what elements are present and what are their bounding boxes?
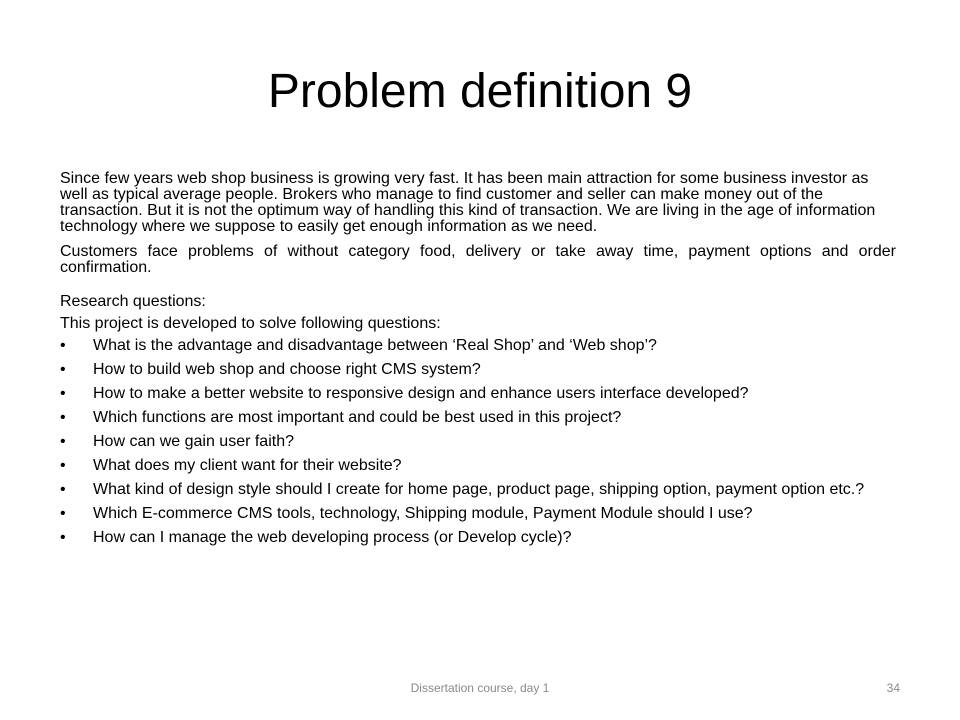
question-text: What kind of design style should I create for home page, product page, shipping option, payment option etc.?	[93, 481, 865, 498]
question-text: What does my client want for their website?	[93, 457, 402, 474]
research-heading: Research questions:	[60, 293, 206, 310]
bullet-icon: •	[60, 457, 66, 474]
list-item	[60, 530, 896, 546]
bullet-icon: •	[60, 529, 66, 546]
list-item	[60, 506, 896, 522]
bullet-icon: •	[60, 409, 66, 426]
question-text: How can I manage the web developing process (or Develop cycle)?	[93, 529, 572, 546]
slide-title: Problem definition 9	[267, 65, 693, 118]
list-item	[60, 410, 896, 426]
question-text: Which functions are most important and could be best used in this project?	[93, 409, 622, 426]
research-questions-list	[60, 338, 896, 546]
list-item	[60, 482, 896, 498]
list-item	[60, 458, 896, 474]
list-item	[60, 338, 896, 354]
page-number: 34	[886, 681, 900, 695]
bullet-icon: •	[60, 433, 66, 450]
question-text: How can we gain user faith?	[93, 433, 294, 450]
question-text: How to build web shop and choose right CMS system?	[93, 361, 481, 378]
footer-course-label: Dissertation course, day 1	[410, 681, 550, 695]
list-item	[60, 362, 896, 378]
bullet-icon: •	[60, 385, 66, 402]
intro-paragraph: Since few years web shop business is growing very fast. It has been main attraction for some business investor as well as typical average people. Brokers who manage to find customer and seller can make money out of the transaction. But it is not the optimum way of handling this kind of transaction. We are living in the age of information technology where we suppose to easily get enough information as we need.	[60, 170, 876, 235]
research-intro: This project is developed to solve following questions:	[60, 315, 441, 332]
bullet-icon: •	[60, 337, 66, 354]
list-item	[60, 386, 896, 402]
question-text: How to make a better website to responsive design and enhance users interface developed?	[93, 385, 749, 402]
bullet-icon: •	[60, 505, 66, 522]
bullet-icon: •	[60, 361, 66, 378]
question-text: What is the advantage and disadvantage between ‘Real Shop’ and ‘Web shop’?	[93, 337, 657, 354]
slide-body	[60, 171, 896, 554]
list-item	[60, 434, 896, 450]
question-text: Which E-commerce CMS tools, technology, Shipping module, Payment Module should I use?	[93, 505, 753, 522]
problem-paragraph: Customers face problems of without category food, delivery or take away time, payment options and order confirmation.	[60, 243, 896, 276]
bullet-icon: •	[60, 481, 66, 498]
